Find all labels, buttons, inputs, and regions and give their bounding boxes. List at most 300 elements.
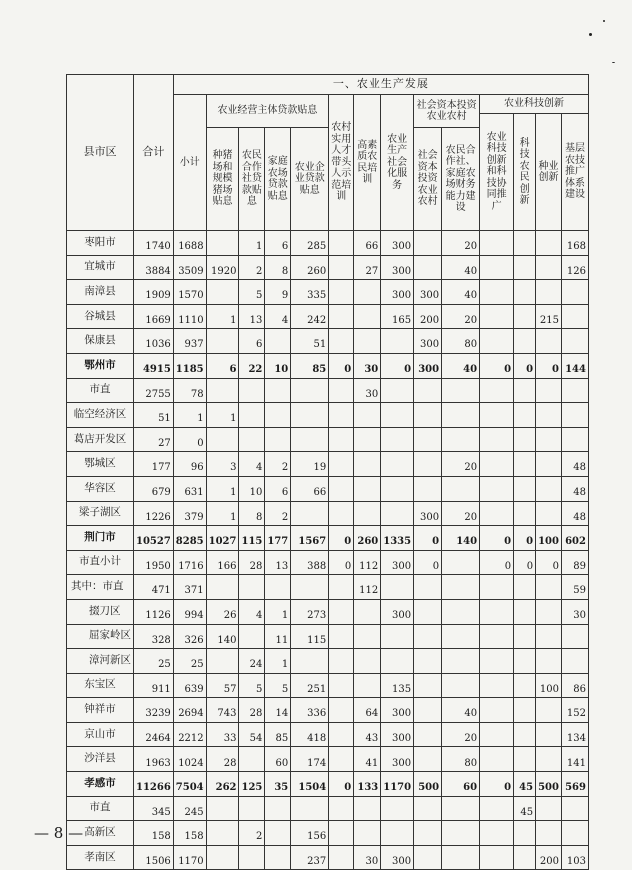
value-cell: 300: [414, 501, 442, 526]
table-row: [67, 550, 589, 575]
value-cell: [514, 747, 536, 772]
value-cell: [480, 722, 514, 747]
value-cell: 33: [206, 722, 239, 747]
region-name-cell: 孝感市: [67, 772, 134, 797]
value-cell: [329, 329, 354, 354]
value-cell: 140: [442, 526, 480, 551]
value-cell: 388: [291, 550, 329, 575]
value-cell: 0: [329, 550, 354, 575]
value-cell: 2464: [134, 722, 174, 747]
value-cell: [442, 673, 480, 698]
value-cell: 103: [561, 845, 588, 870]
value-cell: 1027: [206, 526, 239, 551]
value-cell: [442, 476, 480, 501]
value-cell: 7504: [173, 772, 206, 797]
value-cell: 0: [173, 427, 206, 452]
value-cell: [206, 796, 239, 821]
value-cell: [329, 624, 354, 649]
value-cell: 0: [381, 353, 414, 378]
value-cell: 40: [442, 255, 480, 280]
value-cell: 20: [442, 501, 480, 526]
value-cell: 994: [173, 599, 206, 624]
value-cell: 78: [173, 378, 206, 403]
value-cell: 40: [442, 353, 480, 378]
value-cell: [354, 329, 381, 354]
value-cell: [206, 427, 239, 452]
value-cell: 14: [265, 698, 291, 723]
value-cell: 200: [414, 304, 442, 329]
region-name-cell: 枣阳市: [67, 231, 134, 256]
value-cell: 27: [354, 255, 381, 280]
value-cell: 57: [206, 673, 239, 698]
value-cell: 1170: [381, 772, 414, 797]
value-cell: [381, 476, 414, 501]
value-cell: 273: [291, 599, 329, 624]
value-cell: 2: [239, 255, 265, 280]
value-cell: 9: [265, 280, 291, 305]
value-cell: 165: [381, 304, 414, 329]
value-cell: 20: [442, 452, 480, 477]
value-cell: [480, 231, 514, 256]
value-cell: 100: [536, 673, 562, 698]
value-cell: 89: [561, 550, 588, 575]
value-cell: [442, 550, 480, 575]
value-cell: [381, 501, 414, 526]
region-name-cell: 宜城市: [67, 255, 134, 280]
value-cell: 4: [239, 452, 265, 477]
value-cell: 30: [354, 353, 381, 378]
value-cell: [442, 427, 480, 452]
region-name-cell: 谷城县: [67, 304, 134, 329]
value-cell: [381, 575, 414, 600]
value-cell: 20: [442, 304, 480, 329]
value-cell: [480, 501, 514, 526]
value-cell: 8285: [173, 526, 206, 551]
value-cell: 679: [134, 476, 174, 501]
value-cell: 13: [239, 304, 265, 329]
value-cell: [291, 427, 329, 452]
table-row: [67, 772, 589, 797]
value-cell: 200: [536, 845, 562, 870]
region-name-cell: 屈家岭区: [67, 624, 134, 649]
value-cell: [480, 452, 514, 477]
value-cell: [480, 575, 514, 600]
value-cell: 1: [206, 501, 239, 526]
value-cell: 418: [291, 722, 329, 747]
region-name-cell: 市直小计: [67, 550, 134, 575]
value-cell: 300: [381, 231, 414, 256]
value-cell: [354, 501, 381, 526]
value-cell: [329, 673, 354, 698]
table-row: [67, 255, 589, 280]
value-cell: [536, 821, 562, 846]
value-cell: 28: [239, 550, 265, 575]
value-cell: 48: [561, 501, 588, 526]
value-cell: [480, 427, 514, 452]
value-cell: 300: [381, 599, 414, 624]
value-cell: 144: [561, 353, 588, 378]
value-cell: [536, 403, 562, 428]
value-cell: [206, 329, 239, 354]
value-cell: [480, 476, 514, 501]
value-cell: [414, 476, 442, 501]
value-cell: 2: [239, 821, 265, 846]
value-cell: [561, 624, 588, 649]
value-cell: [442, 624, 480, 649]
value-cell: [536, 796, 562, 821]
region-name-cell: 市直: [67, 796, 134, 821]
table-row: [67, 624, 589, 649]
value-cell: 300: [381, 747, 414, 772]
scan-speck: [603, 20, 605, 22]
value-cell: 1963: [134, 747, 174, 772]
value-cell: [414, 231, 442, 256]
value-cell: [514, 698, 536, 723]
value-cell: 2755: [134, 378, 174, 403]
value-cell: 1036: [134, 329, 174, 354]
value-cell: [414, 796, 442, 821]
value-cell: [514, 329, 536, 354]
value-cell: [480, 845, 514, 870]
value-cell: [514, 476, 536, 501]
region-name-cell: 漳河新区: [67, 649, 134, 674]
value-cell: [265, 403, 291, 428]
page-number: — 8 —: [34, 824, 84, 842]
value-cell: 96: [173, 452, 206, 477]
value-cell: [514, 649, 536, 674]
value-cell: [381, 452, 414, 477]
value-cell: [329, 796, 354, 821]
value-cell: 60: [265, 747, 291, 772]
value-cell: 300: [381, 698, 414, 723]
value-cell: [480, 329, 514, 354]
value-cell: [561, 403, 588, 428]
value-cell: [514, 722, 536, 747]
region-name-cell: 临空经济区: [67, 403, 134, 428]
value-cell: 1185: [173, 353, 206, 378]
value-cell: 1: [206, 476, 239, 501]
value-cell: 85: [265, 722, 291, 747]
region-name-cell: 钟祥市: [67, 698, 134, 723]
value-cell: 639: [173, 673, 206, 698]
value-cell: 300: [381, 722, 414, 747]
header-agri-social-service: 农业生产社会化服务: [381, 95, 414, 231]
value-cell: [239, 575, 265, 600]
value-cell: 326: [173, 624, 206, 649]
value-cell: [329, 255, 354, 280]
value-cell: [536, 501, 562, 526]
value-cell: 0: [414, 526, 442, 551]
value-cell: [354, 796, 381, 821]
region-name-cell: 掇刀区: [67, 599, 134, 624]
value-cell: [561, 821, 588, 846]
value-cell: 1110: [173, 304, 206, 329]
value-cell: [414, 649, 442, 674]
value-cell: 66: [354, 231, 381, 256]
region-name-cell: 沙洋县: [67, 747, 134, 772]
value-cell: [536, 452, 562, 477]
value-cell: 64: [354, 698, 381, 723]
table-row: [67, 476, 589, 501]
value-cell: 26: [206, 599, 239, 624]
value-cell: 51: [134, 403, 174, 428]
value-cell: [480, 821, 514, 846]
value-cell: [536, 575, 562, 600]
value-cell: 285: [291, 231, 329, 256]
value-cell: [291, 378, 329, 403]
value-cell: 0: [536, 353, 562, 378]
header-pig-farm: 种猪场和规模猪场贴息: [206, 128, 239, 231]
value-cell: 10: [239, 476, 265, 501]
value-cell: 2: [265, 501, 291, 526]
table-row: [67, 452, 589, 477]
value-cell: [561, 796, 588, 821]
value-cell: [536, 698, 562, 723]
value-cell: [442, 575, 480, 600]
value-cell: [480, 280, 514, 305]
value-cell: [514, 599, 536, 624]
value-cell: [206, 378, 239, 403]
value-cell: [381, 624, 414, 649]
table-row: [67, 575, 589, 600]
value-cell: 40: [442, 280, 480, 305]
value-cell: 500: [536, 772, 562, 797]
value-cell: [536, 255, 562, 280]
value-cell: [329, 747, 354, 772]
value-cell: 174: [291, 747, 329, 772]
value-cell: 0: [480, 526, 514, 551]
value-cell: 5: [265, 673, 291, 698]
value-cell: 80: [442, 329, 480, 354]
value-cell: 0: [480, 772, 514, 797]
value-cell: 11: [265, 624, 291, 649]
table-row: [67, 599, 589, 624]
value-cell: 631: [173, 476, 206, 501]
value-cell: 0: [329, 353, 354, 378]
value-cell: 215: [536, 304, 562, 329]
value-cell: 1920: [206, 255, 239, 280]
value-cell: 1: [206, 304, 239, 329]
value-cell: 1024: [173, 747, 206, 772]
value-cell: 59: [561, 575, 588, 600]
region-name-cell: 高新区: [67, 821, 134, 846]
value-cell: [381, 821, 414, 846]
value-cell: [206, 845, 239, 870]
value-cell: [239, 845, 265, 870]
value-cell: 22: [239, 353, 265, 378]
value-cell: [561, 649, 588, 674]
value-cell: 911: [134, 673, 174, 698]
value-cell: [329, 452, 354, 477]
value-cell: 0: [414, 550, 442, 575]
value-cell: [414, 722, 442, 747]
value-cell: 10527: [134, 526, 174, 551]
value-cell: 168: [561, 231, 588, 256]
value-cell: [442, 403, 480, 428]
value-cell: [329, 280, 354, 305]
table-row: [67, 378, 589, 403]
value-cell: 1126: [134, 599, 174, 624]
table-row: [67, 231, 589, 256]
region-name-cell: 孝南区: [67, 845, 134, 870]
value-cell: [354, 280, 381, 305]
value-cell: 158: [134, 821, 174, 846]
value-cell: [414, 698, 442, 723]
value-cell: 112: [354, 575, 381, 600]
region-name-cell: 梁子湖区: [67, 501, 134, 526]
value-cell: 13: [265, 550, 291, 575]
value-cell: 85: [291, 353, 329, 378]
value-cell: 25: [134, 649, 174, 674]
value-cell: 1909: [134, 280, 174, 305]
table-row: [67, 698, 589, 723]
region-name-cell: 市直: [67, 378, 134, 403]
value-cell: [381, 329, 414, 354]
value-cell: 6: [239, 329, 265, 354]
value-cell: [414, 427, 442, 452]
value-cell: [536, 280, 562, 305]
region-name-cell: 华容区: [67, 476, 134, 501]
value-cell: [329, 649, 354, 674]
value-cell: 60: [442, 772, 480, 797]
agri-funding-table: [66, 74, 589, 870]
value-cell: [239, 747, 265, 772]
value-cell: 115: [291, 624, 329, 649]
header-group-social-capital: 社会资本投资农业农村: [414, 95, 480, 128]
value-cell: 335: [291, 280, 329, 305]
value-cell: 5: [239, 673, 265, 698]
value-cell: [381, 403, 414, 428]
value-cell: [265, 796, 291, 821]
value-cell: 51: [291, 329, 329, 354]
value-cell: [329, 476, 354, 501]
value-cell: 1: [173, 403, 206, 428]
value-cell: [329, 501, 354, 526]
value-cell: [414, 673, 442, 698]
value-cell: [354, 649, 381, 674]
value-cell: 0: [536, 550, 562, 575]
value-cell: [442, 649, 480, 674]
value-cell: [514, 821, 536, 846]
value-cell: [480, 698, 514, 723]
value-cell: 1669: [134, 304, 174, 329]
value-cell: 5: [239, 280, 265, 305]
value-cell: 237: [291, 845, 329, 870]
value-cell: 43: [354, 722, 381, 747]
value-cell: [561, 427, 588, 452]
value-cell: [291, 403, 329, 428]
value-cell: [329, 378, 354, 403]
value-cell: [536, 231, 562, 256]
value-cell: 1226: [134, 501, 174, 526]
scan-speck: [589, 33, 592, 36]
table-row: [67, 649, 589, 674]
value-cell: 0: [329, 526, 354, 551]
header-total: 合计: [134, 75, 174, 231]
value-cell: 30: [561, 599, 588, 624]
value-cell: 24: [239, 649, 265, 674]
header-seed: 种业创新: [536, 114, 562, 231]
value-cell: [442, 796, 480, 821]
value-cell: [536, 427, 562, 452]
value-cell: [536, 378, 562, 403]
value-cell: [536, 624, 562, 649]
value-cell: 177: [265, 526, 291, 551]
value-cell: 1: [265, 649, 291, 674]
header-group-loan: 农业经营主体贷款贴息: [206, 95, 329, 128]
value-cell: [536, 329, 562, 354]
value-cell: 260: [354, 526, 381, 551]
value-cell: 48: [561, 452, 588, 477]
value-cell: [354, 476, 381, 501]
value-cell: 1504: [291, 772, 329, 797]
value-cell: [329, 698, 354, 723]
value-cell: [536, 649, 562, 674]
table-row: [67, 427, 589, 452]
value-cell: 1335: [381, 526, 414, 551]
header-group-tech: 农业科技创新: [480, 95, 589, 114]
value-cell: 1688: [173, 231, 206, 256]
value-cell: 2: [265, 452, 291, 477]
table-body: [67, 231, 589, 870]
value-cell: [329, 575, 354, 600]
value-cell: 0: [514, 526, 536, 551]
value-cell: 166: [206, 550, 239, 575]
value-cell: 3: [206, 452, 239, 477]
value-cell: [206, 821, 239, 846]
value-cell: 0: [480, 353, 514, 378]
scan-speck: [612, 62, 615, 63]
value-cell: [414, 624, 442, 649]
region-name-cell: 京山市: [67, 722, 134, 747]
value-cell: [480, 403, 514, 428]
value-cell: [265, 329, 291, 354]
value-cell: 300: [414, 280, 442, 305]
value-cell: [514, 403, 536, 428]
value-cell: 1506: [134, 845, 174, 870]
value-cell: [265, 575, 291, 600]
value-cell: 1950: [134, 550, 174, 575]
value-cell: 6: [206, 353, 239, 378]
value-cell: [514, 501, 536, 526]
value-cell: [514, 624, 536, 649]
value-cell: [381, 378, 414, 403]
value-cell: 2694: [173, 698, 206, 723]
header-rural-talent: 农村实用人才带头人示范培训: [329, 95, 354, 231]
value-cell: [329, 403, 354, 428]
value-cell: [442, 845, 480, 870]
value-cell: 30: [354, 845, 381, 870]
value-cell: [480, 599, 514, 624]
value-cell: 1570: [173, 280, 206, 305]
value-cell: 177: [134, 452, 174, 477]
value-cell: 300: [381, 550, 414, 575]
value-cell: [381, 796, 414, 821]
value-cell: [354, 673, 381, 698]
value-cell: [442, 821, 480, 846]
value-cell: 1: [239, 231, 265, 256]
value-cell: [414, 821, 442, 846]
value-cell: 11266: [134, 772, 174, 797]
value-cell: 0: [329, 772, 354, 797]
value-cell: [414, 747, 442, 772]
value-cell: [514, 280, 536, 305]
table-row: [67, 821, 589, 846]
value-cell: 300: [381, 280, 414, 305]
value-cell: [414, 599, 442, 624]
value-cell: [414, 403, 442, 428]
value-cell: 602: [561, 526, 588, 551]
